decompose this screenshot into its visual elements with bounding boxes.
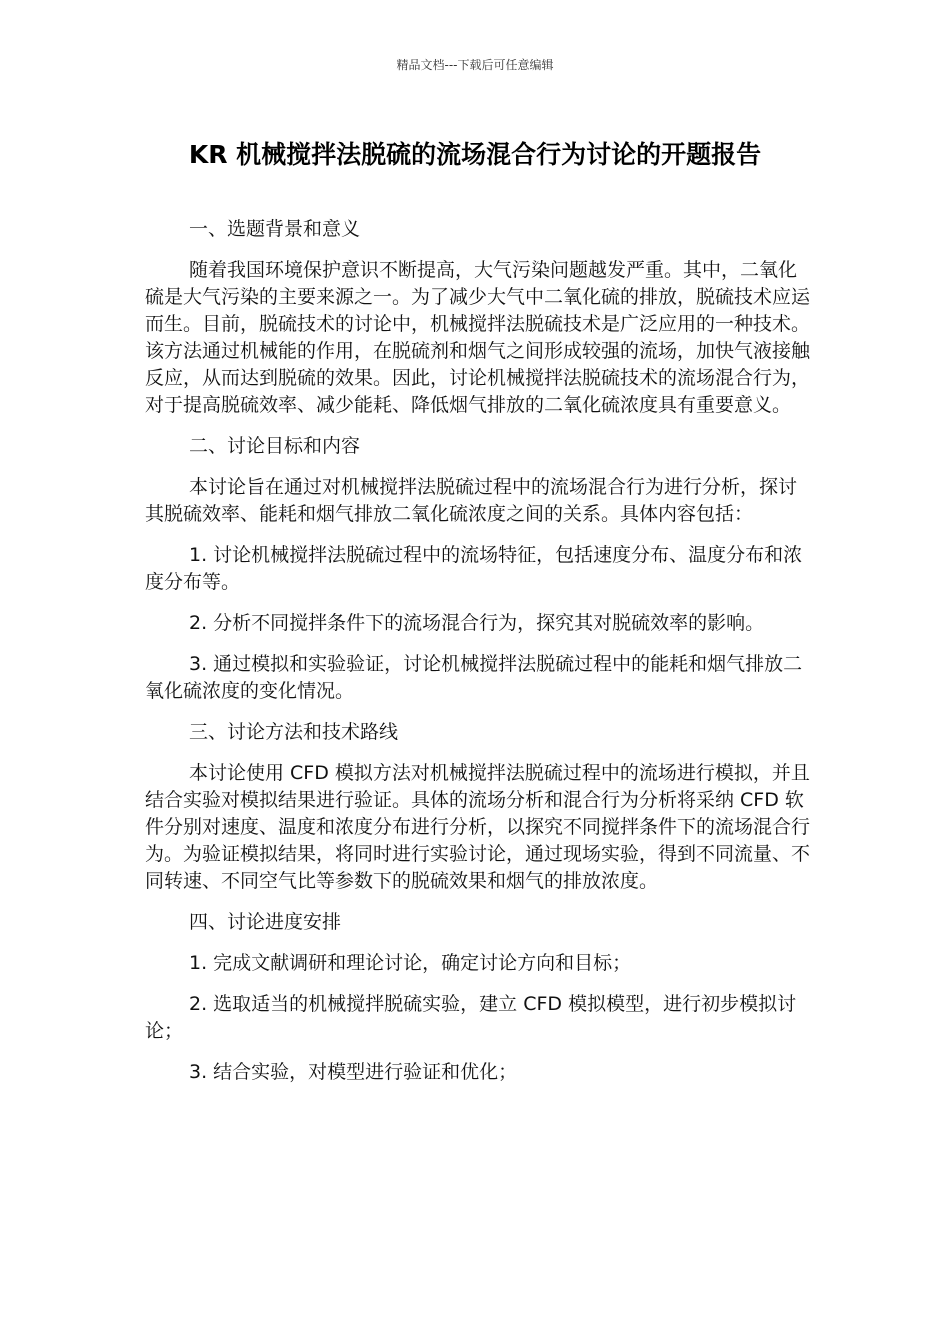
section-heading-objectives: 二、讨论目标和内容 xyxy=(189,435,361,457)
list-item-objective-2: 2. 分析不同搅拌条件下的流场混合行为，探究其对脱硫效率的影响。 xyxy=(189,612,765,634)
section-heading-methods: 三、讨论方法和技术路线 xyxy=(189,721,399,743)
list-item-schedule-1: 1. 完成文献调研和理论讨论，确定讨论方向和目标； xyxy=(189,952,632,974)
paragraph-background: 随着我国环境保护意识不断提高，大气污染问题越发严重。其中，二氧化硫是大气污染的主要来源之一。为了减少大气中二氧化硫的排放，脱硫技术应运而生。目前，脱硫技术的讨论中，机械搅拌法脱硫技术是广泛应用的一种技术。该方法通过机械能的作用，在脱硫剂和烟气之间形成较强的流场，加快气液接触反应，从而达到脱硫的效果。因此，讨论机械搅拌法脱硫技术的流场混合行为，对于提高脱硫效率、减少能耗、降低烟气排放的二氧化硫浓度具有重要意义。 xyxy=(145,259,811,416)
section-heading-schedule: 四、讨论进度安排 xyxy=(189,911,342,933)
paragraph-methods: 本讨论使用 CFD 模拟方法对机械搅拌法脱硫过程中的流场进行模拟，并且结合实验对模拟结果进行验证。具体的流场分析和混合行为分析将采纳 CFD 软件分别对速度、温度和浓度分布进行分析，以探究不同搅拌条件下的流场混合行为。为验证模拟结果，将同时进行实验讨论，通过现场实验，得到不同流量、不同转速、不同空气比等参数下的脱硫效果和烟气的排放浓度。 xyxy=(145,762,811,892)
list-item-objective-1: 1. 讨论机械搅拌法脱硫过程中的流场特征，包括速度分布、温度分布和浓度分布等。 xyxy=(145,544,803,593)
paragraph-objectives: 本讨论旨在通过对机械搅拌法脱硫过程中的流场混合行为进行分析，探讨其脱硫效率、能耗和烟气排放二氧化硫浓度之间的关系。具体内容包括： xyxy=(145,476,798,525)
list-item-objective-3: 3. 通过模拟和实验验证，讨论机械搅拌法脱硫过程中的能耗和烟气排放二氧化硫浓度的变化情况。 xyxy=(145,653,803,702)
document-body xyxy=(145,216,810,1100)
document-title: KR 机械搅拌法脱硫的流场混合行为讨论的开题报告 xyxy=(188,140,762,169)
page-header: 精品文档---下载后可任意编辑 xyxy=(396,58,554,72)
list-item-schedule-3: 3. 结合实验，对模型进行验证和优化； xyxy=(189,1061,518,1083)
list-item-schedule-2: 2. 选取适当的机械搅拌脱硫实验，建立 CFD 模拟模型，进行初步模拟讨论； xyxy=(145,993,797,1042)
section-heading-background: 一、选题背景和意义 xyxy=(189,218,361,240)
